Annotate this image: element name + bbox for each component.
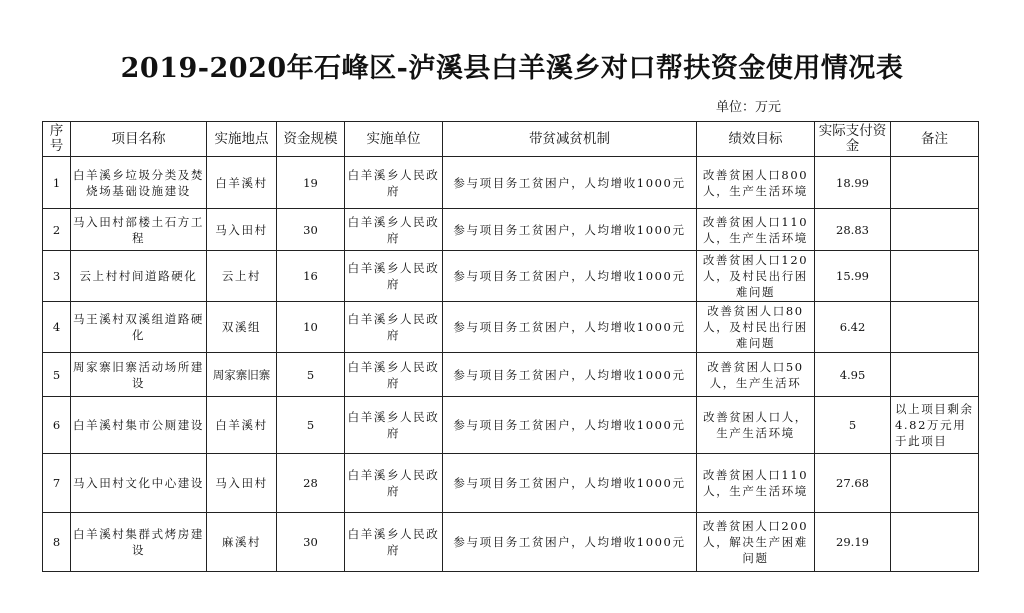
cell-unit: 白羊溪乡人民政府 bbox=[345, 454, 443, 513]
cell-no: 7 bbox=[43, 454, 71, 513]
cell-scale: 19 bbox=[277, 157, 345, 209]
cell-no: 1 bbox=[43, 157, 71, 209]
col-header-place: 实施地点 bbox=[207, 122, 277, 157]
cell-mechanism: 参与项目务工贫困户，人均增收1000元 bbox=[443, 209, 697, 251]
table-row bbox=[43, 251, 979, 302]
cell-goal: 改善贫困人口110人，生产生活环境 bbox=[697, 209, 815, 251]
cell-scale: 28 bbox=[277, 454, 345, 513]
page-title: 2019-2020年石峰区-泸溪县白羊溪乡对口帮扶资金使用情况表 bbox=[120, 53, 904, 84]
cell-paid: 28.83 bbox=[815, 209, 891, 251]
cell-scale: 10 bbox=[277, 302, 345, 353]
cell-place: 麻溪村 bbox=[207, 513, 277, 572]
cell-mechanism: 参与项目务工贫困户，人均增收1000元 bbox=[443, 397, 697, 454]
cell-note bbox=[891, 353, 979, 397]
cell-name: 云上村村间道路硬化 bbox=[71, 251, 207, 302]
table-row bbox=[43, 157, 979, 209]
col-header-scale: 资金规模 bbox=[277, 122, 345, 157]
cell-unit: 白羊溪乡人民政府 bbox=[345, 157, 443, 209]
cell-note bbox=[891, 251, 979, 302]
cell-note bbox=[891, 454, 979, 513]
cell-unit: 白羊溪乡人民政府 bbox=[345, 209, 443, 251]
cell-name: 白羊溪村集市公厕建设 bbox=[71, 397, 207, 454]
cell-mechanism: 参与项目务工贫困户，人均增收1000元 bbox=[443, 302, 697, 353]
cell-place: 双溪组 bbox=[207, 302, 277, 353]
cell-name: 白羊溪村集群式烤房建设 bbox=[71, 513, 207, 572]
cell-unit: 白羊溪乡人民政府 bbox=[345, 353, 443, 397]
cell-goal: 改善贫困人口110人，生产生活环境 bbox=[697, 454, 815, 513]
cell-mechanism: 参与项目务工贫困户，人均增收1000元 bbox=[443, 513, 697, 572]
cell-unit: 白羊溪乡人民政府 bbox=[345, 513, 443, 572]
cell-paid: 5 bbox=[815, 397, 891, 454]
cell-note: 以上项目剩余4.82万元用于此项目 bbox=[891, 397, 979, 454]
cell-goal: 改善贫困人口200人，解决生产困难问题 bbox=[697, 513, 815, 572]
cell-place: 马入田村 bbox=[207, 454, 277, 513]
cell-mechanism: 参与项目务工贫困户，人均增收1000元 bbox=[443, 353, 697, 397]
cell-place: 周家寨旧寨 bbox=[207, 353, 277, 397]
col-header-note: 备注 bbox=[891, 122, 979, 157]
cell-scale: 16 bbox=[277, 251, 345, 302]
cell-paid: 4.95 bbox=[815, 353, 891, 397]
cell-name: 白羊溪乡垃圾分类及焚烧场基础设施建设 bbox=[71, 157, 207, 209]
cell-no: 5 bbox=[43, 353, 71, 397]
cell-note bbox=[891, 302, 979, 353]
cell-name: 马王溪村双溪组道路硬化 bbox=[71, 302, 207, 353]
table-row bbox=[43, 513, 979, 572]
cell-name: 马入田村文化中心建设 bbox=[71, 454, 207, 513]
cell-goal: 改善贫困人口120人，及村民出行困难问题 bbox=[697, 251, 815, 302]
cell-mechanism: 参与项目务工贫困户，人均增收1000元 bbox=[443, 454, 697, 513]
cell-goal: 改善贫困人口80人，及村民出行困难问题 bbox=[697, 302, 815, 353]
cell-scale: 30 bbox=[277, 513, 345, 572]
cell-scale: 30 bbox=[277, 209, 345, 251]
cell-paid: 29.19 bbox=[815, 513, 891, 572]
cell-goal: 改善贫困人口50人，生产生活环 bbox=[697, 353, 815, 397]
cell-place: 马入田村 bbox=[207, 209, 277, 251]
cell-mechanism: 参与项目务工贫困户，人均增收1000元 bbox=[443, 157, 697, 209]
cell-note bbox=[891, 209, 979, 251]
cell-note bbox=[891, 513, 979, 572]
table-row bbox=[43, 302, 979, 353]
cell-no: 8 bbox=[43, 513, 71, 572]
cell-name: 马入田村部楼土石方工程 bbox=[71, 209, 207, 251]
cell-paid: 18.99 bbox=[815, 157, 891, 209]
cell-place: 云上村 bbox=[207, 251, 277, 302]
cell-paid: 27.68 bbox=[815, 454, 891, 513]
table-row bbox=[43, 353, 979, 397]
table-row bbox=[43, 397, 979, 454]
col-header-no: 序号 bbox=[43, 122, 71, 157]
col-header-mechanism: 带贫减贫机制 bbox=[443, 122, 697, 157]
cell-scale: 5 bbox=[277, 397, 345, 454]
table-row bbox=[43, 454, 979, 513]
cell-name: 周家寨旧寨活动场所建设 bbox=[71, 353, 207, 397]
col-header-paid: 实际支付资金 bbox=[815, 122, 891, 157]
cell-unit: 白羊溪乡人民政府 bbox=[345, 251, 443, 302]
unit-label: 单位：万元 bbox=[716, 100, 782, 115]
col-header-name: 项目名称 bbox=[71, 122, 207, 157]
cell-paid: 6.42 bbox=[815, 302, 891, 353]
header-row bbox=[43, 122, 979, 157]
cell-paid: 15.99 bbox=[815, 251, 891, 302]
cell-no: 6 bbox=[43, 397, 71, 454]
cell-place: 白羊溪村 bbox=[207, 157, 277, 209]
cell-scale: 5 bbox=[277, 353, 345, 397]
cell-goal: 改善贫困人口800人，生产生活环境 bbox=[697, 157, 815, 209]
funds-table bbox=[42, 121, 979, 572]
cell-no: 2 bbox=[43, 209, 71, 251]
col-header-goal: 绩效目标 bbox=[697, 122, 815, 157]
table-row bbox=[43, 209, 979, 251]
cell-unit: 白羊溪乡人民政府 bbox=[345, 397, 443, 454]
col-header-unit: 实施单位 bbox=[345, 122, 443, 157]
cell-no: 4 bbox=[43, 302, 71, 353]
cell-unit: 白羊溪乡人民政府 bbox=[345, 302, 443, 353]
cell-goal: 改善贫困人口人，生产生活环境 bbox=[697, 397, 815, 454]
cell-place: 白羊溪村 bbox=[207, 397, 277, 454]
cell-note bbox=[891, 157, 979, 209]
cell-no: 3 bbox=[43, 251, 71, 302]
cell-mechanism: 参与项目务工贫困户，人均增收1000元 bbox=[443, 251, 697, 302]
